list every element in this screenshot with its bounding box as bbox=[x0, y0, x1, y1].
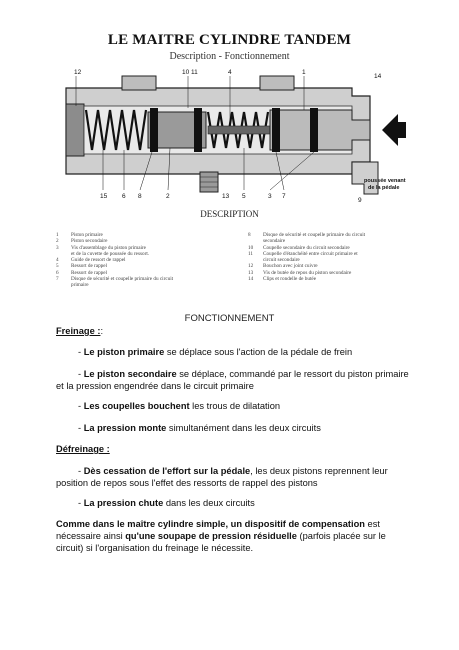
label-9: 9 bbox=[358, 197, 362, 204]
label-4: 4 bbox=[228, 69, 232, 76]
label-2: 2 bbox=[166, 193, 170, 200]
page-subtitle: Description - Fonctionnement bbox=[169, 51, 290, 62]
label-10-11: 10 11 bbox=[182, 69, 198, 76]
legend-right bbox=[248, 232, 423, 282]
port-right bbox=[260, 76, 294, 90]
legend-item: 13 Vis de butée de repos du piston secondaire bbox=[248, 269, 352, 276]
final-paragraph: Comme dans le maître cylindre simple, un dispositif de compensation est nécessaire ainsi qu'une soupape de pression résiduelle (parfois placée sur le circuit) si l'organisation du freinage le nécessite. bbox=[56, 519, 386, 553]
seal-11 bbox=[194, 108, 202, 152]
fonctionnement-heading: FONCTIONNEMENT bbox=[184, 313, 275, 324]
label-1: 1 bbox=[302, 69, 306, 76]
legend-item: circuit secondaire bbox=[263, 257, 300, 264]
label-3: 3 bbox=[268, 193, 272, 200]
port-left bbox=[122, 76, 156, 90]
legend-item: et de la cuvette de poussée du ressort. bbox=[71, 250, 150, 257]
legend-item: 3 Vis d'assemblage du piston primaire bbox=[56, 244, 146, 251]
arrow-caption-line2: de la pédale bbox=[368, 185, 400, 191]
push-arrow-icon bbox=[382, 114, 406, 146]
seal-3 bbox=[310, 108, 318, 152]
legend-item: 10 Coupelle secondaire du circuit secondaire bbox=[248, 244, 350, 251]
legend-item: primaire bbox=[71, 282, 89, 289]
paragraph-1: - Le piston primaire se déplace sous l'action de la pédale de frein bbox=[78, 347, 353, 357]
legend-item: 8 Disque de sécurité et coupelle primaire du circuit bbox=[248, 232, 366, 238]
legend-item: 7 Disque de sécurité et coupelle primaire du circuit bbox=[56, 276, 174, 283]
legend-item: 5 Ressort de rappel bbox=[56, 263, 108, 270]
label-15: 15 bbox=[100, 193, 108, 200]
label-5: 5 bbox=[242, 193, 246, 200]
paragraph-3: - Les coupelles bouchent les trous de dilatation bbox=[78, 401, 281, 411]
paragraph-2: - Le piston secondaire se déplace, commandé par le ressort du piston primaire et la pression engendrée dans le circuit primaire bbox=[56, 369, 409, 391]
legend-item: 4 Guide de ressort de rappel bbox=[56, 257, 126, 264]
spring-guide bbox=[208, 126, 270, 134]
page-title: LE MAITRE CYLINDRE TANDEM bbox=[107, 32, 352, 48]
legend-item: 12 Bouchon avec joint cuivre bbox=[248, 263, 318, 270]
legend-item: 2 Piston secondaire bbox=[56, 238, 108, 245]
label-13: 13 bbox=[222, 193, 230, 200]
label-14: 14 bbox=[374, 73, 382, 80]
legend-item: 6 Ressort de rappel bbox=[56, 269, 108, 276]
legend-item: secondaire bbox=[263, 238, 286, 245]
paragraph-4: - La pression monte simultanément dans les deux circuits bbox=[78, 423, 321, 433]
end-plug bbox=[66, 104, 84, 156]
legend-item: 1 Piston primaire bbox=[56, 232, 103, 238]
label-12: 12 bbox=[74, 69, 82, 76]
legend-left bbox=[56, 232, 232, 289]
freinage-heading: Freinage :: bbox=[56, 326, 104, 336]
seal-10 bbox=[150, 108, 158, 152]
defreinage-heading: Défreinage : bbox=[56, 444, 110, 454]
paragraph-5: - Dès cessation de l'effort sur la pédale, les deux pistons reprennent leur position de repos sous l'effet des ressorts de rappel des pistons bbox=[56, 466, 388, 488]
seal-7 bbox=[272, 108, 280, 152]
legend-item: 11 Coupelle d'étanchéité entre circuit primaire et bbox=[248, 250, 358, 257]
master-cylinder-diagram bbox=[52, 66, 412, 206]
legend-item: 14 Clips et rondelle de butée bbox=[248, 276, 317, 283]
description-heading: DESCRIPTION bbox=[200, 209, 259, 219]
label-6: 6 bbox=[122, 193, 126, 200]
arrow-caption-line1: poussée venant bbox=[364, 178, 406, 184]
paragraph-6: - La pression chute dans les deux circuits bbox=[78, 498, 255, 508]
label-7: 7 bbox=[282, 193, 286, 200]
label-8: 8 bbox=[138, 193, 142, 200]
